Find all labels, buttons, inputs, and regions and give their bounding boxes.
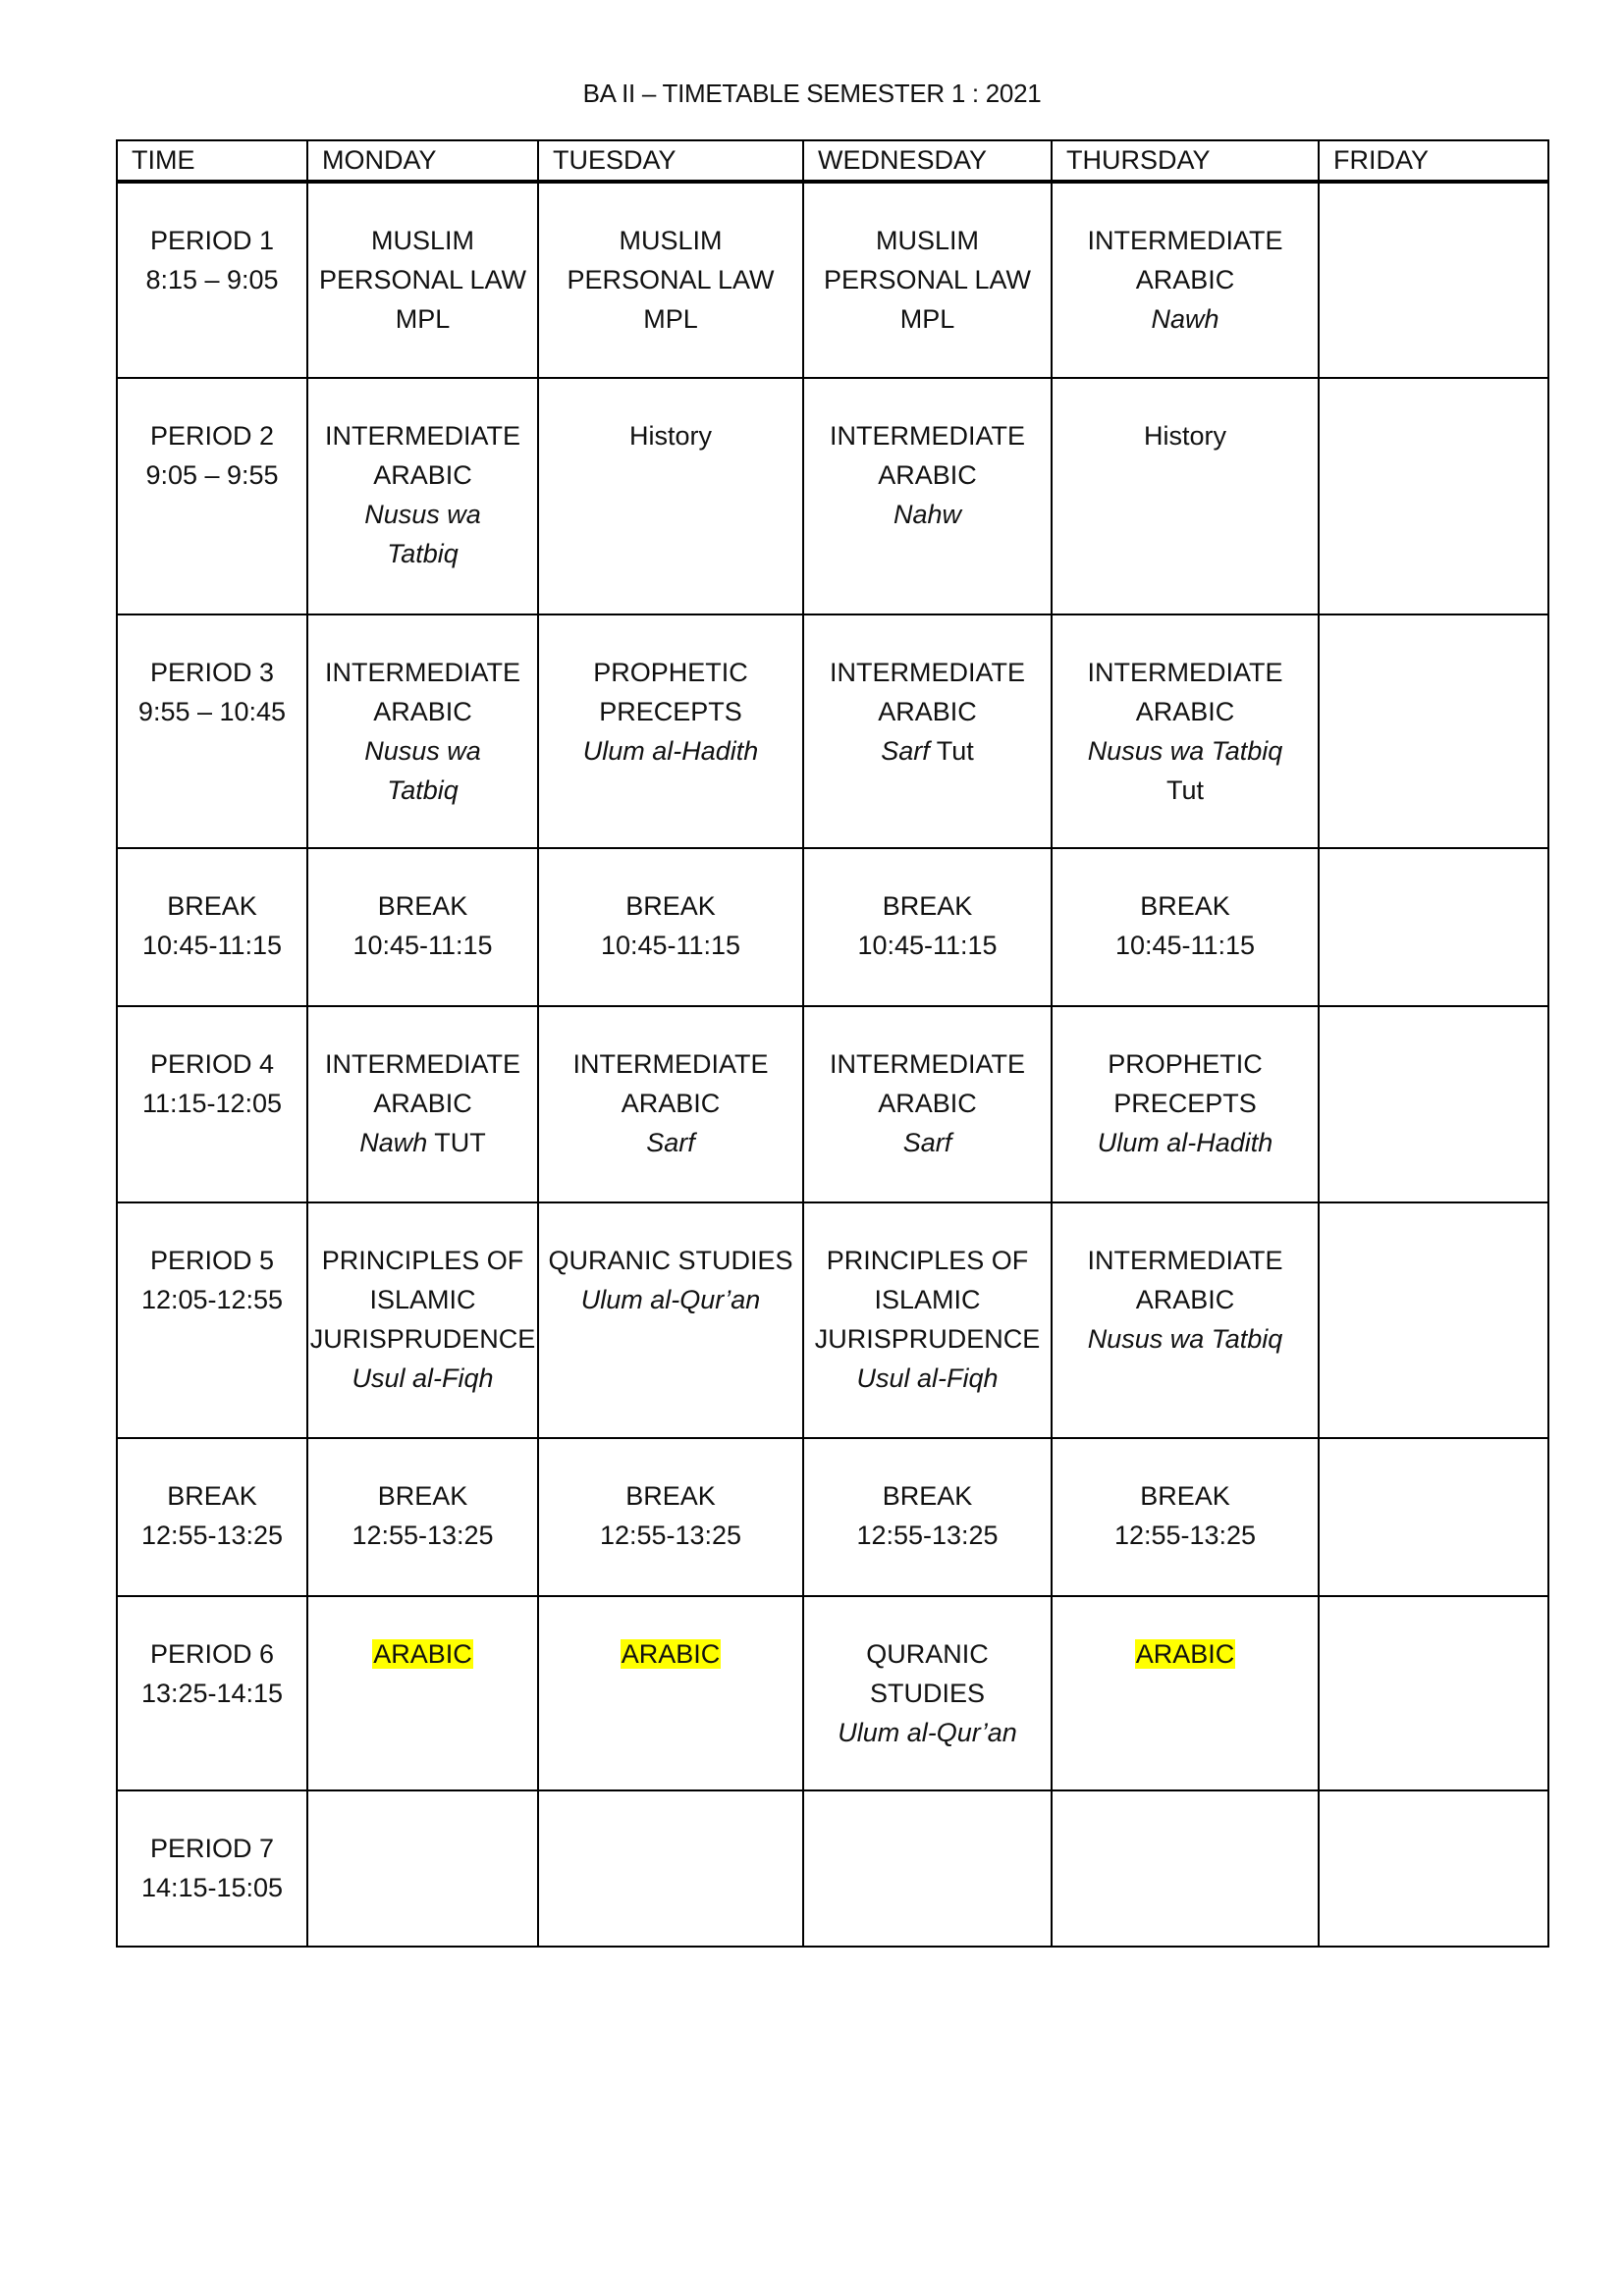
subject-text: INTERMEDIATE xyxy=(572,1049,769,1079)
subtopic-text: Nusus wa xyxy=(364,736,481,766)
time-cell xyxy=(117,378,307,614)
subject-text: INTERMEDIATE xyxy=(829,421,1025,451)
subject-text: PRECEPTS xyxy=(1113,1089,1257,1118)
time-cell xyxy=(117,182,307,378)
time-cell xyxy=(117,1006,307,1202)
period-label: PERIOD 2 xyxy=(149,421,275,451)
subtopic-text: Usul al-Fiqh xyxy=(856,1363,999,1393)
class-cell-monday xyxy=(307,1596,538,1790)
subtopic-text: Nusus wa xyxy=(364,500,481,529)
time-cell xyxy=(117,1202,307,1438)
subject-text: ARABIC xyxy=(373,1089,472,1118)
class-cell-tuesday xyxy=(538,848,803,1006)
time-range: 8:15 – 9:05 xyxy=(145,265,279,294)
class-cell-friday xyxy=(1319,378,1548,614)
timetable-row xyxy=(117,182,1548,378)
subtopic-text: Nawh xyxy=(1151,304,1219,334)
class-cell-wednesday xyxy=(803,614,1052,848)
subject-text: INTERMEDIATE xyxy=(324,1049,520,1079)
class-cell-thursday xyxy=(1052,614,1319,848)
subject-text: BREAK xyxy=(377,891,468,921)
class-cell-monday xyxy=(307,1790,538,1947)
subtopic-text: Nusus wa Tatbiq xyxy=(1087,1324,1283,1354)
header-thursday: THURSDAY xyxy=(1052,140,1319,182)
subject-text: ARABIC xyxy=(1135,697,1235,726)
subject-text: MUSLIM xyxy=(619,226,723,255)
header-tuesday: TUESDAY xyxy=(538,140,803,182)
class-cell-friday xyxy=(1319,614,1548,848)
subject-text: INTERMEDIATE xyxy=(1087,1246,1283,1275)
timetable-row xyxy=(117,848,1548,1006)
subject-text: INTERMEDIATE xyxy=(829,1049,1025,1079)
tutorial-tag: Tut xyxy=(929,736,974,766)
time-range: 14:15-15:05 xyxy=(140,1873,284,1902)
subject-text: ISLAMIC xyxy=(874,1285,981,1314)
time-cell xyxy=(117,848,307,1006)
subject-text: ARABIC xyxy=(878,460,977,490)
subtopic-text: Usul al-Fiqh xyxy=(352,1363,494,1393)
subject-text: ISLAMIC xyxy=(369,1285,476,1314)
class-cell-monday xyxy=(307,1202,538,1438)
class-cell-friday xyxy=(1319,1596,1548,1790)
class-cell-tuesday xyxy=(538,614,803,848)
period-label: PERIOD 7 xyxy=(149,1834,275,1863)
subject-text: MUSLIM xyxy=(875,226,979,255)
period-label: PERIOD 1 xyxy=(149,226,275,255)
class-cell-monday xyxy=(307,848,538,1006)
subtopic-text: Sarf xyxy=(902,1128,952,1157)
timetable-row xyxy=(117,1438,1548,1596)
period-label: PERIOD 6 xyxy=(149,1639,275,1669)
period-label: BREAK xyxy=(167,1481,257,1511)
subject-text: ARABIC xyxy=(878,697,977,726)
subtopic-text: Nusus wa Tatbiq xyxy=(1087,736,1283,766)
header-monday: MONDAY xyxy=(307,140,538,182)
time-range: 10:45-11:15 xyxy=(141,931,283,960)
class-cell-thursday xyxy=(1052,1202,1319,1438)
highlighted-subject: ARABIC xyxy=(373,1639,472,1669)
class-cell-wednesday xyxy=(803,378,1052,614)
document-title: BA II – TIMETABLE SEMESTER 1 : 2021 xyxy=(582,79,1042,108)
subtopic-text: Ulum al-Qur’an xyxy=(838,1718,1017,1747)
class-cell-thursday xyxy=(1052,1790,1319,1947)
class-cell-monday xyxy=(307,378,538,614)
timetable-row xyxy=(117,614,1548,848)
time-range: 12:55-13:25 xyxy=(140,1521,284,1550)
timetable-row xyxy=(117,378,1548,614)
class-cell-thursday xyxy=(1052,848,1319,1006)
header-time: TIME xyxy=(117,140,307,182)
subject-text: BREAK xyxy=(625,891,716,921)
class-cell-friday xyxy=(1319,1438,1548,1596)
subtopic-text: Ulum al-Hadith xyxy=(582,736,759,766)
class-cell-tuesday xyxy=(538,1596,803,1790)
period-label: PERIOD 3 xyxy=(149,658,275,687)
class-cell-tuesday xyxy=(538,182,803,378)
subject-text: PROPHETIC xyxy=(1108,1049,1263,1079)
subject-text: BREAK xyxy=(625,1481,716,1511)
tutorial-tag: TUT xyxy=(427,1128,486,1157)
subject-text: QURANIC xyxy=(866,1639,989,1669)
subject-text: 10:45-11:15 xyxy=(1114,931,1256,960)
class-cell-monday xyxy=(307,182,538,378)
subject-text: 12:55-13:25 xyxy=(352,1521,494,1550)
subject-text: PRECEPTS xyxy=(599,697,742,726)
subtopic-text: Ulum al-Hadith xyxy=(1097,1128,1273,1157)
class-cell-friday xyxy=(1319,1006,1548,1202)
class-cell-wednesday xyxy=(803,848,1052,1006)
subject-text: ARABIC xyxy=(878,1089,977,1118)
subtopic-text: Tatbiq xyxy=(387,539,459,568)
class-cell-wednesday xyxy=(803,1006,1052,1202)
time-cell xyxy=(117,1596,307,1790)
subject-text: PROPHETIC xyxy=(593,658,748,687)
subject-text: MUSLIM xyxy=(370,226,474,255)
timetable-row xyxy=(117,1202,1548,1438)
time-range: 9:05 – 9:55 xyxy=(145,460,279,490)
subject-text: PERSONAL LAW xyxy=(823,265,1032,294)
time-cell xyxy=(117,614,307,848)
subject-text: ARABIC xyxy=(373,460,472,490)
subject-text: ARABIC xyxy=(1135,265,1235,294)
class-cell-monday xyxy=(307,614,538,848)
class-cell-wednesday xyxy=(803,182,1052,378)
subject-text: INTERMEDIATE xyxy=(1087,658,1283,687)
subject-text: 12:55-13:25 xyxy=(599,1521,742,1550)
header-wednesday: WEDNESDAY xyxy=(803,140,1052,182)
subject-text: QURANIC STUDIES xyxy=(548,1246,793,1275)
class-cell-wednesday xyxy=(803,1790,1052,1947)
timetable-body xyxy=(117,182,1548,1947)
subtopic-text: Ulum al-Qur’an xyxy=(580,1285,761,1314)
highlighted-subject: ARABIC xyxy=(621,1639,721,1669)
class-cell-thursday xyxy=(1052,1006,1319,1202)
class-cell-monday xyxy=(307,1006,538,1202)
class-cell-thursday xyxy=(1052,1438,1319,1596)
class-cell-monday xyxy=(307,1438,538,1596)
timetable xyxy=(116,139,1549,1948)
subject-text: INTERMEDIATE xyxy=(324,421,520,451)
class-cell-tuesday xyxy=(538,1202,803,1438)
subject-text: BREAK xyxy=(377,1481,468,1511)
subject-text: BREAK xyxy=(882,1481,973,1511)
subject-text: Tut xyxy=(1165,775,1204,805)
subject-text: History xyxy=(628,421,712,451)
class-cell-wednesday xyxy=(803,1202,1052,1438)
subject-text: JURISPRUDENCE xyxy=(814,1324,1041,1354)
timetable-row xyxy=(117,1596,1548,1790)
class-cell-wednesday xyxy=(803,1596,1052,1790)
subject-text: JURISPRUDENCE xyxy=(309,1324,536,1354)
class-cell-wednesday xyxy=(803,1438,1052,1596)
subtopic-text: Sarf xyxy=(646,1128,695,1157)
period-label: PERIOD 5 xyxy=(149,1246,275,1275)
subtopic-text: Tatbiq xyxy=(387,775,459,805)
subject-text: 10:45-11:15 xyxy=(857,931,998,960)
subject-text: PRINCIPLES OF xyxy=(321,1246,524,1275)
timetable-row xyxy=(117,1006,1548,1202)
subject-text: MPL xyxy=(643,304,698,334)
time-cell xyxy=(117,1790,307,1947)
subject-text: 12:55-13:25 xyxy=(856,1521,999,1550)
class-cell-friday xyxy=(1319,182,1548,378)
subject-text: BREAK xyxy=(1140,891,1230,921)
class-cell-thursday xyxy=(1052,182,1319,378)
time-cell xyxy=(117,1438,307,1596)
subject-text: 12:55-13:25 xyxy=(1113,1521,1257,1550)
subtopic-text: Nahw xyxy=(893,500,962,529)
subject-text: MPL xyxy=(899,304,955,334)
class-cell-friday xyxy=(1319,848,1548,1006)
subject-text: ARABIC xyxy=(621,1089,721,1118)
subject-text: BREAK xyxy=(1140,1481,1230,1511)
class-cell-thursday xyxy=(1052,1596,1319,1790)
subject-text: PERSONAL LAW xyxy=(318,265,527,294)
subject-text: BREAK xyxy=(882,891,973,921)
header-row xyxy=(117,140,1548,182)
subject-text: INTERMEDIATE xyxy=(324,658,520,687)
timetable-row xyxy=(117,1790,1548,1947)
subject-text: INTERMEDIATE xyxy=(1087,226,1283,255)
subject-text: History xyxy=(1143,421,1226,451)
subject-text: STUDIES xyxy=(869,1679,986,1708)
class-cell-thursday xyxy=(1052,378,1319,614)
subject-text: 10:45-11:15 xyxy=(352,931,493,960)
subject-text: PERSONAL LAW xyxy=(567,265,775,294)
time-range: 11:15-12:05 xyxy=(141,1089,283,1118)
subtopic-text: Nawh xyxy=(359,1128,428,1157)
header-friday: FRIDAY xyxy=(1319,140,1548,182)
subject-text: INTERMEDIATE xyxy=(829,658,1025,687)
class-cell-friday xyxy=(1319,1790,1548,1947)
class-cell-tuesday xyxy=(538,1006,803,1202)
subtopic-text: Sarf xyxy=(881,736,930,766)
class-cell-friday xyxy=(1319,1202,1548,1438)
time-range: 12:05-12:55 xyxy=(140,1285,284,1314)
subject-text: PRINCIPLES OF xyxy=(826,1246,1029,1275)
subject-text: 10:45-11:15 xyxy=(600,931,741,960)
period-label: PERIOD 4 xyxy=(149,1049,275,1079)
subject-text: ARABIC xyxy=(1135,1285,1235,1314)
class-cell-tuesday xyxy=(538,1438,803,1596)
highlighted-subject: ARABIC xyxy=(1135,1639,1235,1669)
subject-text: MPL xyxy=(395,304,451,334)
period-label: BREAK xyxy=(167,891,257,921)
subject-text: ARABIC xyxy=(373,697,472,726)
class-cell-tuesday xyxy=(538,378,803,614)
time-range: 13:25-14:15 xyxy=(140,1679,284,1708)
class-cell-tuesday xyxy=(538,1790,803,1947)
time-range: 9:55 – 10:45 xyxy=(137,697,287,726)
